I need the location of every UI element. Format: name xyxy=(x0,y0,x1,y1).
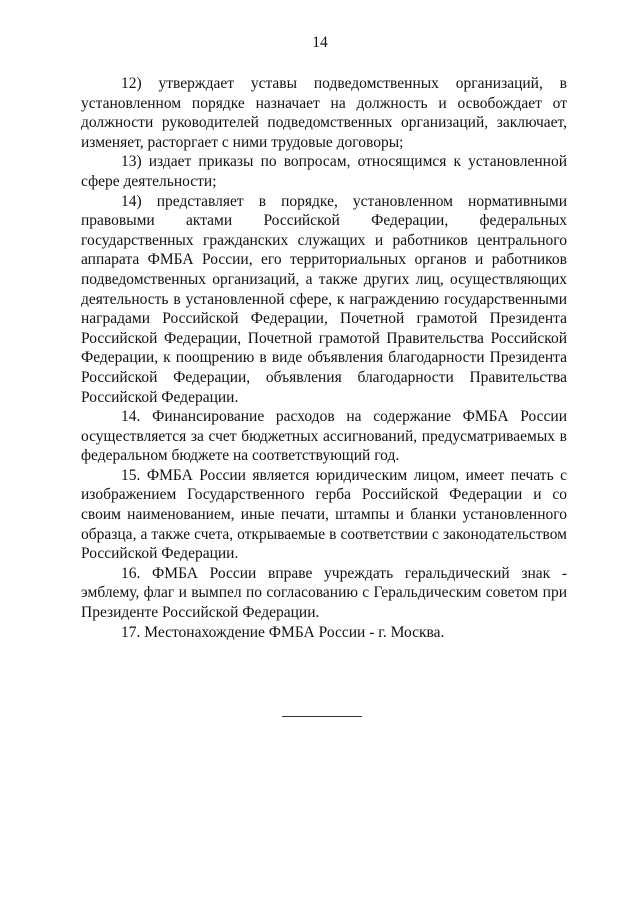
paragraph-section-14: 14. Финансирование расходов на содержание ФМБА России осуществляется за счет бюджетных ассигнований, предусматриваемых в федеральном бюджете на соответствующий год. xyxy=(81,408,567,465)
paragraph-item-13: 13) издает приказы по вопросам, относящимся к установленной сфере деятельности; xyxy=(81,153,567,190)
paragraph-section-17: 17. Местонахождение ФМБА России - г. Москва. xyxy=(121,623,445,641)
document-body xyxy=(81,74,567,642)
paragraph-section-16: 16. ФМБА России вправе учреждать геральдический знак - эмблему, флаг и вымпел по согласованию с Геральдическим советом при Президенте Российской Федерации. xyxy=(81,564,567,622)
paragraph-item-14: 14) представляет в порядке, установленном нормативными правовыми актами Российской Федерации, федеральных государственных гражданских служащих и работников центрального аппарата ФМБА России, его территориальных органов и работников подведомственных организаций, а также других лиц, осуществляющих деятельность в установленной сфере, к награждению государственными наградами Российской Федерации, Почетной грамотой Президента Российской Федерации, Почетной грамотой Правительства Российской Федерации, к поощрению в виде объявления благодарности Президента Российской Федерации, объявления благодарности Правительства Российской Федерации. xyxy=(81,192,567,406)
end-divider xyxy=(282,716,362,717)
paragraph-section-15: 15. ФМБА России является юридическим лицом, имеет печать с изображением Государственного герба Российской Федерации и со своим наименованием, иные печати, штампы и бланки установленного образца, а также счета, открываемые в соответствии с законодательством Российской Федерации. xyxy=(81,466,567,563)
paragraph-item-12: 12) утверждает уставы подведомственных организаций, в установленном порядке назначает на должность и освобождает от должности руководителей подведомственных организаций, заключает, изменяет, расторгает с ними трудовые договоры; xyxy=(81,75,567,151)
page-number: 14 xyxy=(312,34,328,51)
